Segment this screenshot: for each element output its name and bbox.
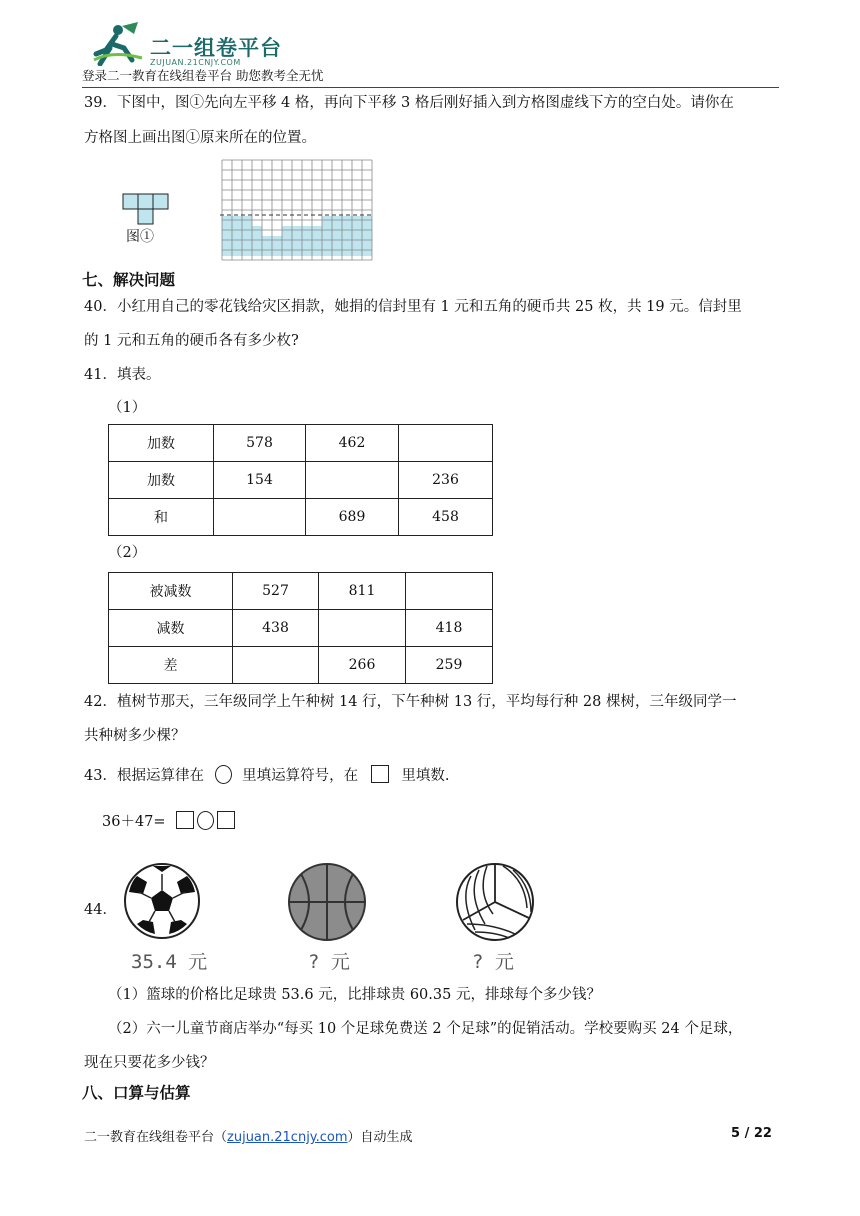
- basketball-icon: [287, 862, 367, 942]
- table-cell-blank[interactable]: [306, 462, 399, 499]
- question-text: 植树节那天，三年级同学上午种树 14 行，下午种树 13 行，平均每行种 28 棵树，三年级同学一: [116, 694, 737, 710]
- shaded-cell: [322, 226, 332, 236]
- shaded-cell: [362, 226, 372, 236]
- question-text: 下图中，图①先向左平移 4 格，再向下平移 3 格后刚好插入到方格图虚线下方的空白处。请你在: [116, 95, 734, 111]
- table-cell: 418: [406, 610, 493, 647]
- table-cell: 458: [399, 499, 493, 536]
- shaded-cell: [242, 246, 252, 256]
- table-cell: 259: [406, 647, 493, 684]
- page-number: 5 / 22: [731, 1126, 772, 1141]
- shaded-cell: [252, 236, 262, 246]
- table-cell: 527: [233, 573, 319, 610]
- question-number: 42．: [84, 694, 117, 710]
- table-cell: 加数: [109, 425, 214, 462]
- table-cell: 和: [109, 499, 214, 536]
- question-text: 共种树多少棵？: [84, 728, 186, 744]
- shaded-cell: [312, 226, 322, 236]
- shaded-cell: [262, 236, 272, 246]
- section-title-8: 八、口算与估算: [82, 1084, 191, 1102]
- table-cell: 154: [214, 462, 306, 499]
- table-cell: 加数: [109, 462, 214, 499]
- table-row: [109, 462, 493, 499]
- shaded-cell: [352, 216, 362, 226]
- shaded-cell: [282, 236, 292, 246]
- shaded-cell: [272, 246, 282, 256]
- shaded-cell: [242, 226, 252, 236]
- shaded-cell: [342, 246, 352, 256]
- table-cell: 462: [306, 425, 399, 462]
- question-text: 填表。: [116, 367, 161, 383]
- shaded-cell: [312, 246, 322, 256]
- circle-blank-icon: [215, 765, 232, 784]
- shaded-cell: [322, 246, 332, 256]
- shaded-cell: [242, 216, 252, 226]
- question-text: 的 1 元和五角的硬币各有多少枚?: [84, 333, 299, 349]
- shaded-cell: [282, 246, 292, 256]
- shaded-cell: [342, 216, 352, 226]
- table-cell: 689: [306, 499, 399, 536]
- soccer-ball-icon: [123, 862, 201, 940]
- figure-label: 图①: [126, 229, 154, 245]
- shaded-cell: [252, 226, 262, 236]
- sub-question-1: （1）篮球的价格比足球贵 53.6 元，比排球贵 60.35 元，排球每个多少钱？: [108, 987, 601, 1003]
- shaded-cell: [222, 236, 232, 246]
- shaded-cell: [292, 226, 302, 236]
- volleyball-price: ? 元: [472, 951, 514, 973]
- shaded-cell: [332, 216, 342, 226]
- sub-question-2-cont: 现在只要花多少钱？: [84, 1055, 215, 1071]
- shaded-cell: [332, 236, 342, 246]
- question-number: 41．: [84, 367, 117, 383]
- question-number: 40．: [84, 299, 117, 315]
- question-text: 根据运算律在: [116, 768, 204, 784]
- section-title-7: 七、解决问题: [82, 271, 176, 289]
- table-cell: 438: [233, 610, 319, 647]
- table-cell: 578: [214, 425, 306, 462]
- square-blank-icon: [371, 765, 389, 783]
- shaded-cell: [272, 236, 282, 246]
- answer-circle[interactable]: [197, 811, 214, 830]
- table-cell-blank[interactable]: [214, 499, 306, 536]
- shaded-cell: [352, 246, 362, 256]
- addition-table: [108, 424, 493, 536]
- table-row: [109, 499, 493, 536]
- part-label: （2）: [108, 545, 147, 561]
- shaded-cell: [232, 236, 242, 246]
- table-row: [109, 573, 493, 610]
- question-text: 方格图上画出图①原来所在的位置。: [84, 130, 316, 146]
- table-cell-blank[interactable]: [233, 647, 319, 684]
- shaded-cell: [232, 216, 242, 226]
- shaded-cell: [242, 236, 252, 246]
- shaded-cell: [362, 236, 372, 246]
- shaded-cell: [222, 226, 232, 236]
- question-number: 44．: [84, 902, 117, 918]
- question-number: 39．: [84, 95, 117, 111]
- shaded-cell: [232, 246, 242, 256]
- footer-link[interactable]: zujuan.21cnjy.com: [227, 1130, 348, 1145]
- shaded-cell: [252, 246, 262, 256]
- part-label: （1）: [108, 400, 147, 416]
- question-number: 43．: [84, 768, 117, 784]
- shaded-cell: [302, 246, 312, 256]
- shaded-cell: [262, 246, 272, 256]
- shaded-cell: [292, 246, 302, 256]
- shaded-cell: [302, 226, 312, 236]
- shaded-cell: [352, 226, 362, 236]
- shaded-cell: [322, 236, 332, 246]
- soccer-price: 35.4 元: [131, 951, 208, 973]
- shaded-cell: [332, 226, 342, 236]
- t-shape-figure: [122, 193, 170, 227]
- table-cell: 差: [109, 647, 233, 684]
- answer-box[interactable]: [217, 811, 235, 829]
- table-cell: 被减数: [109, 573, 233, 610]
- shaded-cell: [362, 246, 372, 256]
- shaded-cell: [342, 226, 352, 236]
- shaded-cell: [232, 226, 242, 236]
- shaded-cell: [332, 246, 342, 256]
- table-cell-blank[interactable]: [319, 610, 406, 647]
- shaded-cell: [282, 226, 292, 236]
- shaded-cell: [312, 236, 322, 246]
- basketball-price: ? 元: [308, 951, 350, 973]
- table-row: [109, 425, 493, 462]
- sub-question-2: （2）六一儿童节商店举办“每买 10 个足球免费送 2 个足球”的促销活动。学校要购买 24 个足球，: [108, 1021, 743, 1037]
- question-text: 里填数.: [401, 768, 450, 784]
- table-cell: 减数: [109, 610, 233, 647]
- table-cell: 266: [319, 647, 406, 684]
- expression: 36＋47=: [102, 814, 166, 830]
- header-divider: [82, 87, 779, 88]
- shaded-cell: [302, 236, 312, 246]
- shaded-cell: [222, 216, 232, 226]
- table-cell-blank[interactable]: [399, 425, 493, 462]
- logo-subtitle: ZUJUAN.21CNJY.COM: [150, 58, 241, 67]
- table-cell: 811: [319, 573, 406, 610]
- table-row: [109, 610, 493, 647]
- answer-box[interactable]: [176, 811, 194, 829]
- shaded-cell: [362, 216, 372, 226]
- table-cell: 236: [399, 462, 493, 499]
- logo-text: 二一组卷平台: [150, 36, 282, 60]
- table-row: [109, 647, 493, 684]
- subtraction-table: [108, 572, 493, 684]
- shaded-cell: [292, 236, 302, 246]
- shaded-cell: [222, 246, 232, 256]
- question-text: 小红用自己的零花钱给灾区捐款，她捐的信封里有 1 元和五角的硬币共 25 枚，共 19 元。信封里: [116, 299, 742, 315]
- runner-logo-icon: [92, 20, 150, 66]
- volleyball-icon: [455, 862, 535, 942]
- question-text: 里填运算符号，在: [242, 768, 359, 784]
- header-slogan: 登录二一教育在线组卷平台 助您教考全无忧: [82, 68, 324, 83]
- footer-source: 二一教育在线组卷平台（zujuan.21cnjy.com）自动生成: [84, 1130, 413, 1145]
- table-cell-blank[interactable]: [406, 573, 493, 610]
- shaded-cell: [322, 216, 332, 226]
- shaded-cell: [342, 236, 352, 246]
- shaded-cell: [352, 236, 362, 246]
- square-grid: [220, 158, 374, 262]
